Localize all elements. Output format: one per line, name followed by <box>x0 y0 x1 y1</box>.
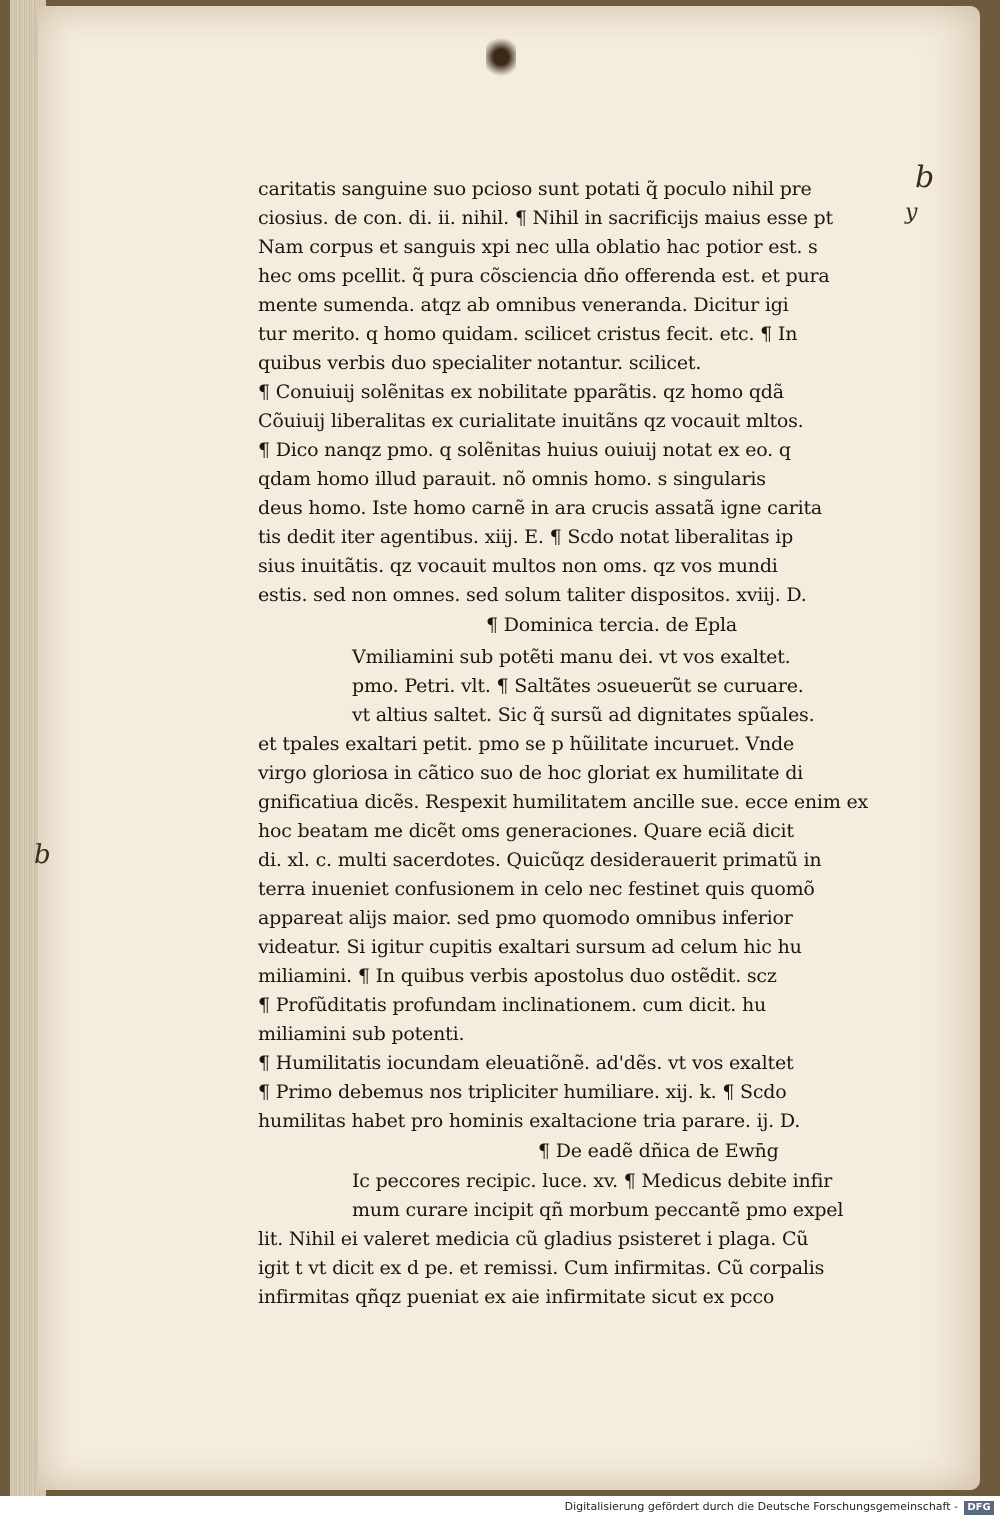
text-line: lit. Nihil ei valeret medicia cũ gladius psisteret i plaga. Cũ <box>258 1228 809 1250</box>
text-line: ¶ Primo debemus nos tripliciter humiliare. xij. k. ¶ Scdo <box>258 1081 787 1103</box>
footer-credit: Digitalisierung gefördert durch die Deutsche Forschungsgemeinschaft - <box>564 1500 958 1513</box>
section-heading: ¶ Dominica tercia. de Epla <box>486 614 737 636</box>
text-line: igit t vt dicit ex d pe. et remissi. Cum infirmitas. Cũ corpalis <box>258 1257 825 1279</box>
text-line: quibus verbis duo specialiter notantur. scilicet. <box>258 352 702 374</box>
text-line: miliamini. ¶ In quibus verbis apostolus duo ostẽdit. scz <box>258 965 777 987</box>
text-line: miliamini sub potenti. <box>258 1023 465 1045</box>
text-line: qdam homo illud parauit. nõ omnis homo. s singularis <box>258 468 766 490</box>
text-line: tis dedit iter agentibus. xiij. E. ¶ Scdo notat liberalitas ip <box>258 526 794 548</box>
margin-note: b <box>34 840 51 870</box>
footer-bar <box>0 1496 1000 1521</box>
dfg-logo-icon: DFG <box>964 1501 994 1515</box>
text-line: pmo. Petri. vlt. ¶ Saltãtes ɔsueuerũt se curuare. <box>352 675 804 697</box>
text-line: Cõuiuij liberalitas ex curialitate inuitãns qz vocauit mltos. <box>258 410 804 432</box>
text-line: Ic peccores recipic. luce. xv. ¶ Medicus debite infir <box>352 1170 833 1192</box>
text-line: hec oms pcellit. q̃ pura cõsciencia dño offerenda est. et pura <box>258 265 830 287</box>
text-line: ¶ Conuiuij solẽnitas ex nobilitate pparãtis. qz homo qdã <box>258 381 784 403</box>
text-line: ¶ Profũditatis profundam inclinationem. cum dicit. hu <box>258 994 767 1016</box>
text-line: hoc beatam me dicẽt oms generaciones. Quare eciã dicit <box>258 820 794 842</box>
text-line: Vmiliamini sub potẽti manu dei. vt vos exaltet. <box>352 646 791 668</box>
text-line: appareat alijs maior. sed pmo quomodo omnibus inferior <box>258 907 793 929</box>
text-line: humilitas habet pro hominis exaltacione tria parare. ij. D. <box>258 1110 801 1132</box>
text-line: virgo gloriosa in cãtico suo de hoc gloriat ex humilitate di <box>258 762 804 784</box>
text-line: terra inueniet confusionem in celo nec festinet quis quomõ <box>258 878 815 900</box>
text-line: deus homo. Iste homo carnẽ in ara crucis assatã igne carita <box>258 497 823 519</box>
text-line: gnificatiua dicẽs. Respexit humilitatem ancille sue. ecce enim ex <box>258 791 869 813</box>
text-line: videatur. Si igitur cupitis exaltari sursum ad celum hic hu <box>258 936 802 958</box>
text-line: vt altius saltet. Sic q̃ sursũ ad dignitates spũales. <box>352 704 815 726</box>
text-line: estis. sed non omnes. sed solum taliter dispositos. xviij. D. <box>258 584 807 606</box>
text-line: mum curare incipit qñ morbum peccantẽ pmo expel <box>352 1199 844 1221</box>
text-line: Nam corpus et sanguis xpi nec ulla oblatio hac potior est. s <box>258 236 818 258</box>
section-heading: ¶ De eadẽ dñica de Ewn̄g <box>538 1140 779 1162</box>
text-line: ¶ Humilitatis iocundam eleuatiõnẽ. ad'dẽs. vt vos exaltet <box>258 1052 794 1074</box>
text-line: mente sumenda. atqz ab omnibus veneranda. Dicitur igi <box>258 294 789 316</box>
text-line: di. xl. c. multi sacerdotes. Quicũqz desiderauerit primatũ in <box>258 849 822 871</box>
text-line: tur merito. q homo quidam. scilicet cristus fecit. etc. ¶ In <box>258 323 798 345</box>
text-line: sius inuitãtis. qz vocauit multos non oms. qz vos mundi <box>258 555 778 577</box>
text-line: infirmitas qñqz pueniat ex aie infirmitate sicut ex pcco <box>258 1286 775 1308</box>
text-line: ¶ Dico nanqz pmo. q solẽnitas huius ouiuij notat ex eo. q <box>258 439 791 461</box>
text-line: et tpales exaltari petit. pmo se p hũilitate incuruet. Vnde <box>258 733 795 755</box>
margin-note: b <box>915 160 935 195</box>
text-line: caritatis sanguine suo pcioso sunt potati q̃ poculo nihil pre <box>258 178 812 200</box>
ink-stain <box>486 36 516 78</box>
text-line: ciosius. de con. di. ii. nihil. ¶ Nihil in sacrificijs maius esse pt <box>258 207 833 229</box>
margin-note: y <box>905 200 918 225</box>
